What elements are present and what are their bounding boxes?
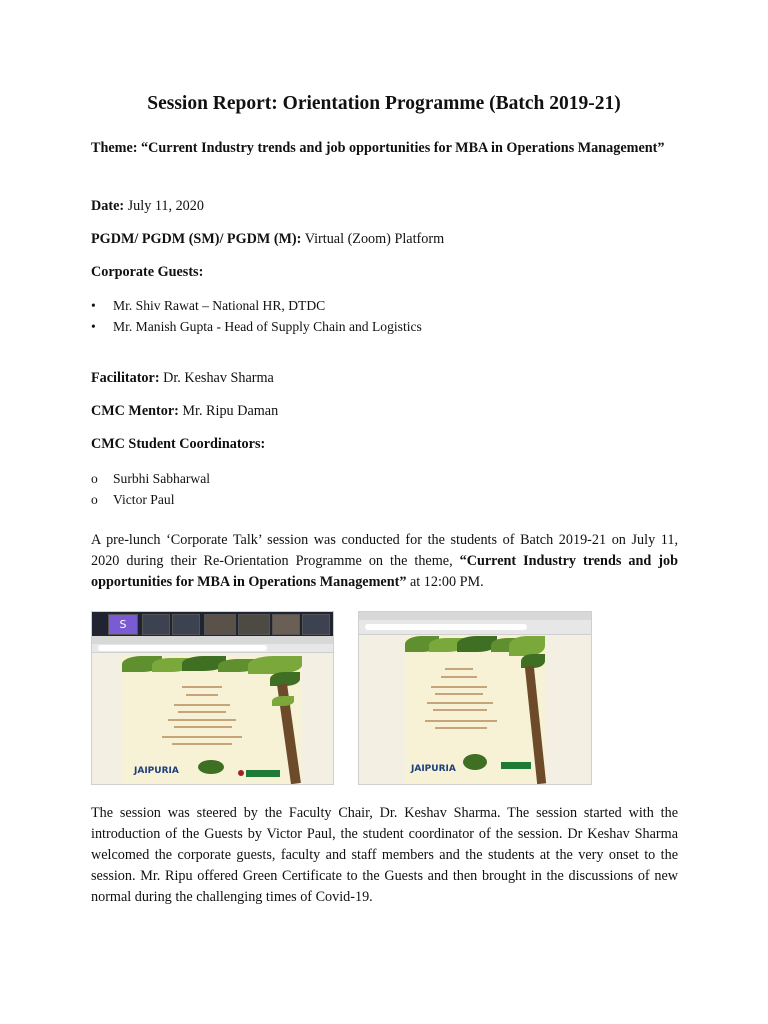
- card-text-line: [162, 736, 242, 738]
- intro-text: A pre-lunch ‘Corporate Talk’ session was conducted for the students of Batch 2019-21 on July 11, 2020 during their Re-Orientation Programme on the theme,: [91, 532, 678, 569]
- video-tile: [272, 614, 300, 635]
- card-text-line: [441, 676, 477, 678]
- corporate-guests-heading: Corporate Guests:: [91, 264, 204, 280]
- green-banner: [246, 770, 280, 777]
- programme-line: [91, 229, 678, 250]
- list-item: [91, 316, 691, 337]
- video-tile: [204, 614, 236, 635]
- coordinators-list: [91, 468, 691, 510]
- card-text-line: [445, 668, 473, 670]
- browser-toolbar: [359, 612, 591, 635]
- list-item: [91, 489, 691, 510]
- facilitator-value: Dr. Keshav Sharma: [163, 370, 274, 386]
- invitation-card: [122, 656, 302, 784]
- list-item-text: Mr. Shiv Rawat – National HR, DTDC: [113, 298, 326, 313]
- intro-time: at 12:00 PM.: [406, 574, 484, 590]
- intro-paragraph: [91, 530, 678, 593]
- card-text-line: [168, 719, 236, 721]
- theme-label: Theme:: [91, 140, 138, 156]
- date-label: Date:: [91, 198, 125, 214]
- list-item-text: Surbhi Sabharwal: [113, 471, 211, 486]
- session-screenshot-card: [358, 611, 592, 785]
- browser-toolbar: [92, 636, 333, 653]
- mentor-label: CMC Mentor:: [91, 403, 179, 419]
- badge-icon: [238, 770, 244, 776]
- corporate-guests-list: [91, 295, 691, 337]
- theme-line: [91, 138, 678, 159]
- list-item: [91, 295, 691, 316]
- list-item-text: Mr. Manish Gupta - Head of Supply Chain and Logistics: [113, 319, 422, 334]
- browser-tabs: [92, 636, 333, 644]
- video-tile: [302, 614, 330, 635]
- programme-label: PGDM/ PGDM (SM)/ PGDM (M):: [91, 231, 302, 247]
- video-tile: [142, 614, 170, 635]
- card-text-line: [433, 709, 487, 711]
- browser-tabs: [359, 612, 591, 620]
- card-text-line: [182, 686, 222, 688]
- session-screenshot-zoom: [91, 611, 334, 785]
- facilitator-label: Facilitator:: [91, 370, 160, 386]
- card-text-line: [172, 743, 232, 745]
- jaipuria-logo: JAIPURIA: [134, 766, 179, 776]
- tree-logo: [463, 754, 487, 770]
- green-banner: [501, 762, 531, 769]
- card-text-line: [427, 702, 493, 704]
- list-item-text: Victor Paul: [113, 492, 175, 507]
- card-text-line: [425, 720, 497, 722]
- leaf-decoration: [509, 636, 545, 656]
- intro-theme-bold: “Current Industry trends and job opportunities for MBA in Operations Management”: [91, 553, 678, 590]
- card-text-line: [174, 704, 230, 706]
- list-item: [91, 468, 691, 489]
- address-bar: [98, 645, 267, 651]
- card-text-line: [435, 693, 483, 695]
- mentor-value: Mr. Ripu Daman: [182, 403, 279, 419]
- avatar: S: [108, 614, 138, 635]
- tree-logo: [198, 760, 224, 774]
- video-tile: [238, 614, 270, 635]
- programme-value: Virtual (Zoom) Platform: [304, 231, 445, 247]
- theme-value: “Current Industry trends and job opportunities for MBA in Operations Management”: [141, 140, 665, 156]
- card-text-line: [186, 694, 218, 696]
- page-title: Session Report: Orientation Programme (Batch 2019-21): [147, 93, 621, 114]
- card-text-line: [431, 686, 487, 688]
- invitation-card: [405, 636, 545, 784]
- mentor-line: [91, 401, 678, 422]
- card-text-line: [435, 727, 487, 729]
- video-tile: [172, 614, 200, 635]
- session-paragraph: The session was steered by the Faculty Chair, Dr. Keshav Sharma. The session started with the introduction of the Guests by Victor Paul, the student coordinator of the session. Dr Keshav Sharma welcomed the corporate guests, faculty and staff members and the students at the very onset to the session. Mr. Ripu offered Green Certificate to the Guests and then brought in the discussions of new normal during the challenging times of Covid-19.: [91, 805, 678, 905]
- address-bar: [365, 624, 527, 630]
- jaipuria-logo: JAIPURIA: [411, 764, 456, 774]
- leaf-decoration: [272, 696, 294, 706]
- card-text-line: [174, 726, 232, 728]
- zoom-participant-bar: [92, 612, 333, 636]
- facilitator-line: [91, 368, 678, 389]
- card-text-line: [178, 711, 226, 713]
- date-line: [91, 196, 678, 217]
- date-value: July 11, 2020: [127, 198, 204, 214]
- coordinators-heading: CMC Student Coordinators:: [91, 436, 266, 452]
